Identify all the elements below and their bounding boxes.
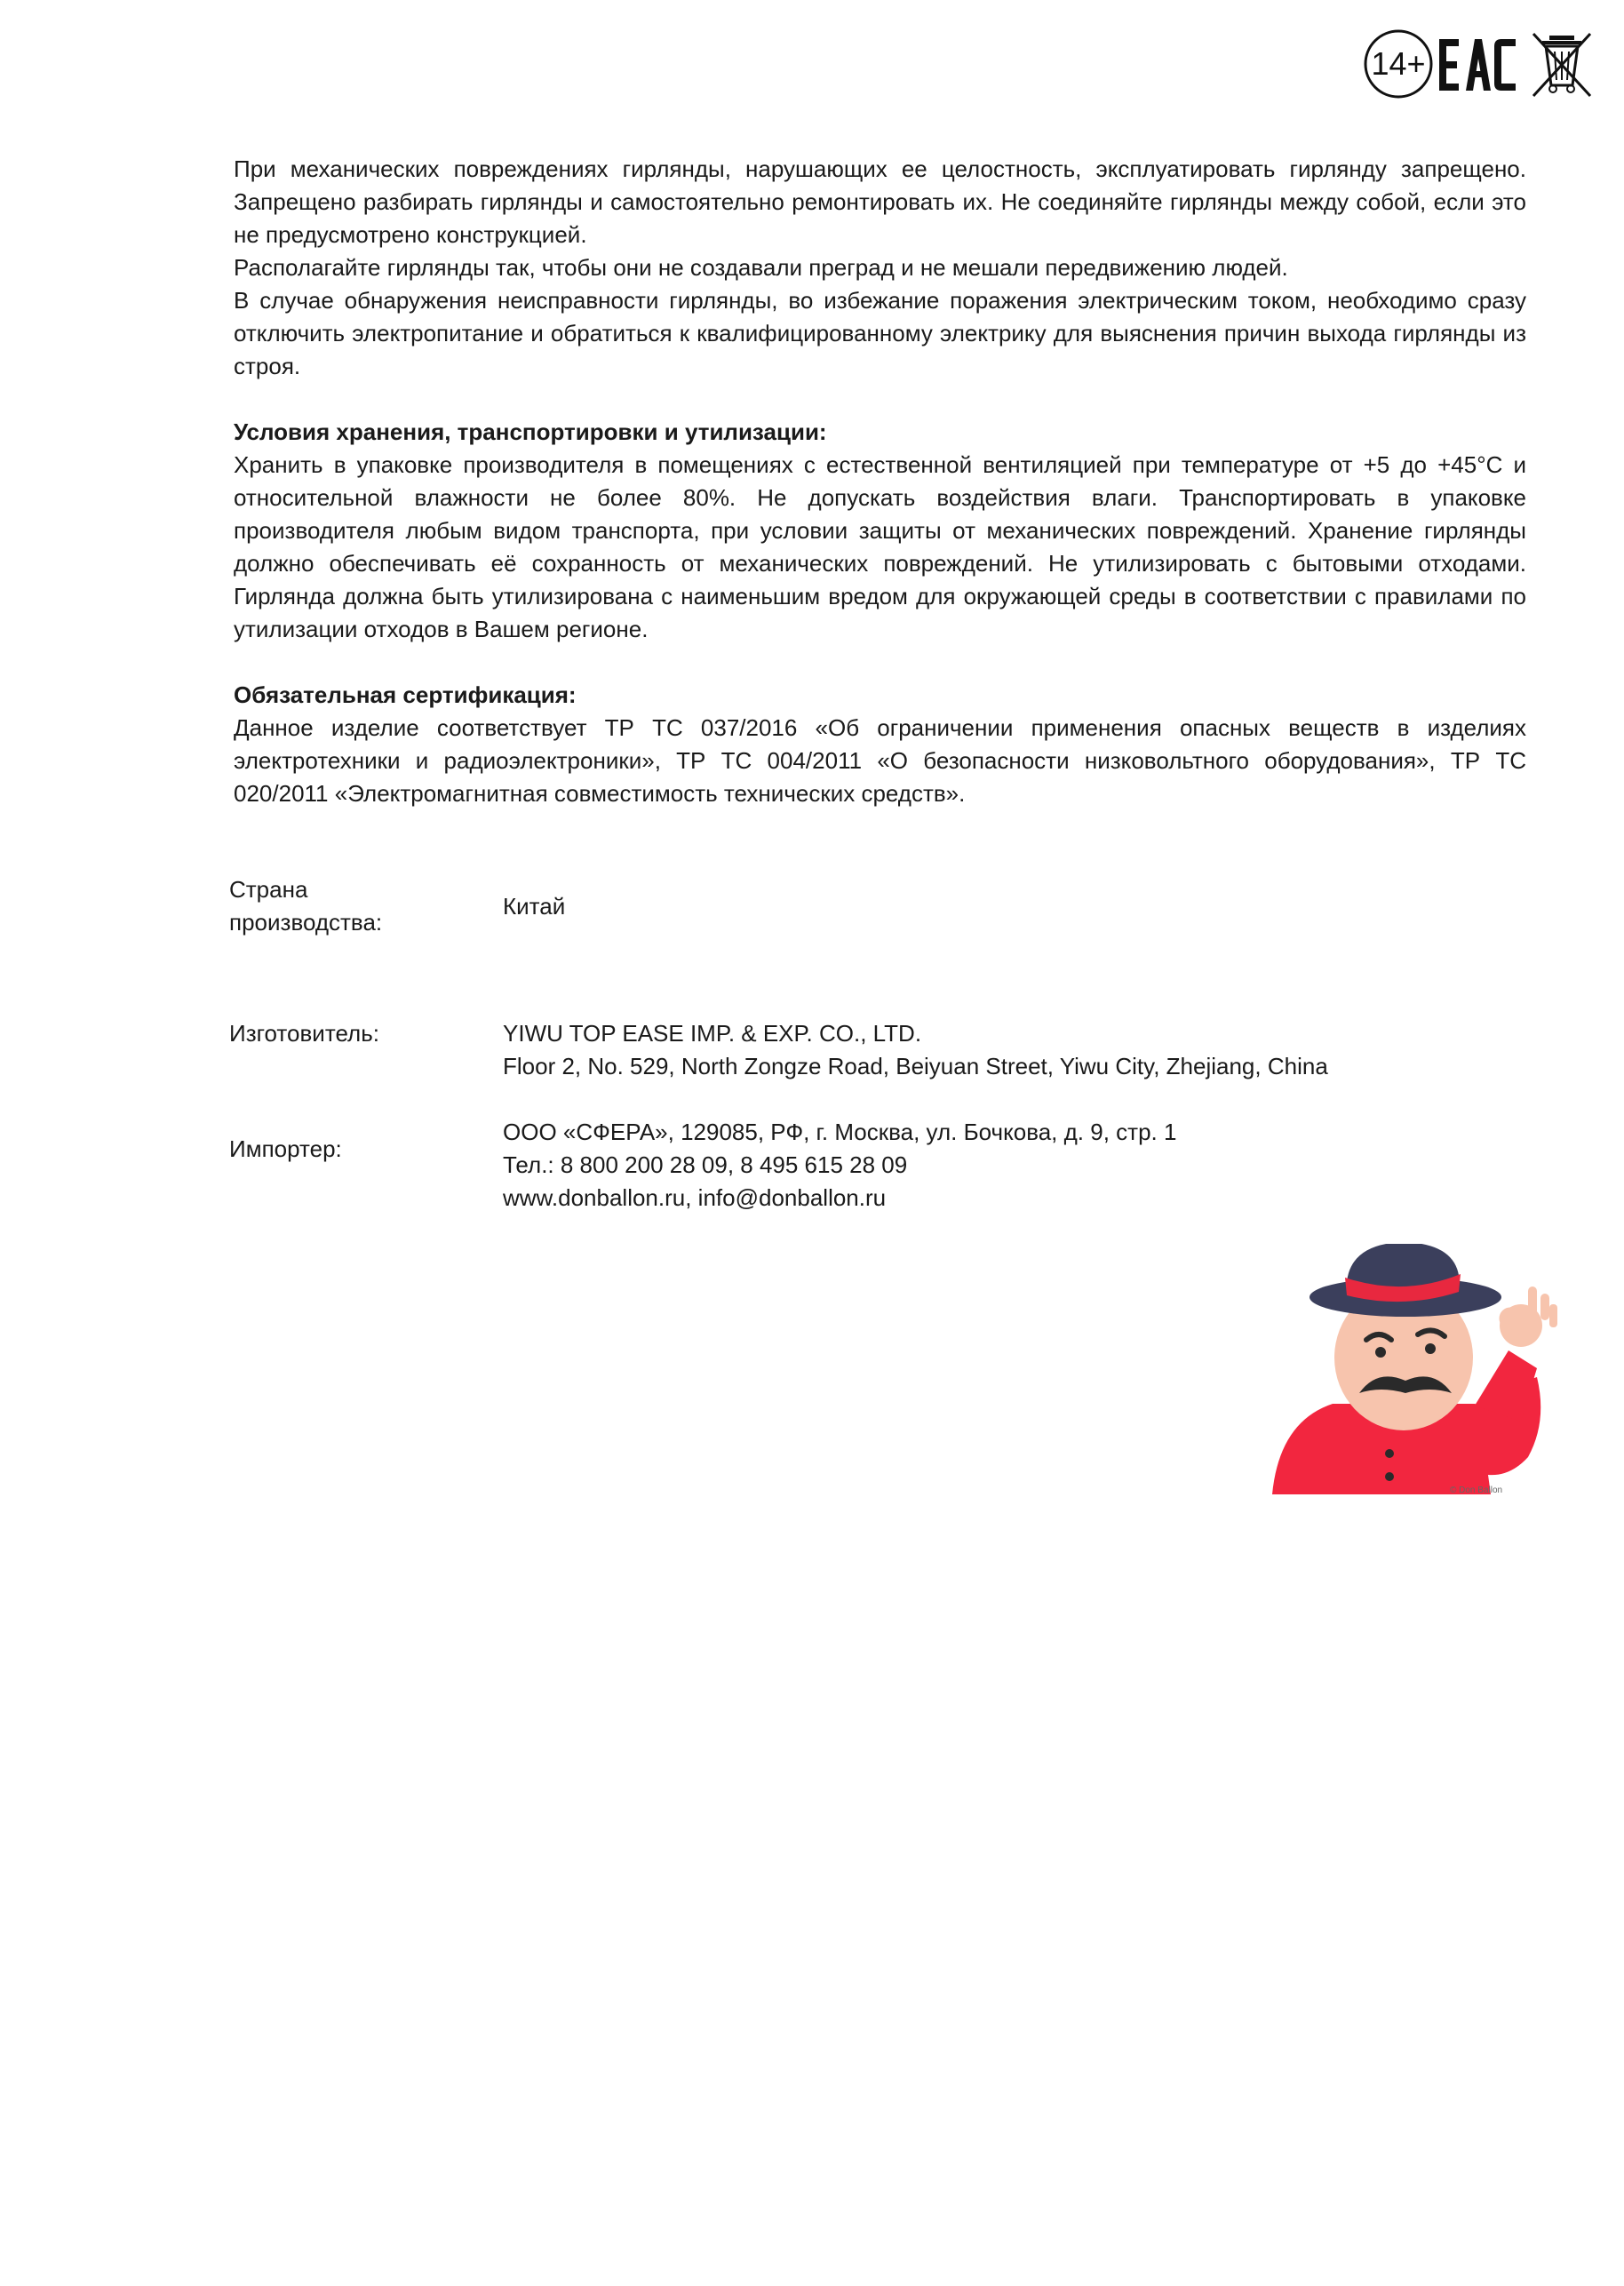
storage-section [234,416,1526,646]
importer-value [503,1116,1480,1215]
importer-label: Импортер: [229,1135,342,1162]
country-label [229,873,434,939]
header-marks [1363,27,1603,101]
importer-name: ООО «СФЕРА», 129085, РФ, г. Москва, ул. Бочкова, д. 9, стр. 1 [503,1119,1177,1145]
manufacturer-label: Изготовитель: [229,1020,379,1047]
certification-text: Данное изделие соответствует ТР ТС 037/2016 «Об ограничении применения опасных веществ в изделиях электротехники и радиоэлектроники», ТР ТС 004/2011 «О безопасности низковольтного оборудования», ТР ТС 020/2011 «Электромагнитная совместимость технических средств». [234,714,1526,807]
manufacturer-value [503,1017,1480,1083]
mascot-credit: © Don Ballon [1450,1486,1503,1495]
country-label-line-1: Страна [229,876,308,903]
safety-paragraph-3: В случае обнаружения неисправности гирлянды, во избежание поражения электрическим током, необходимо сразу отключить электропитание и обратиться к квалифицированному электрику для выяснения причин выхода гирлянды из строя. [234,287,1526,379]
age-rating-label: 14+ [1371,45,1426,82]
importer-phone: Тел.: 8 800 200 28 09, 8 495 615 28 09 [503,1151,908,1178]
importer-web: www.donballon.ru, info@donballon.ru [503,1184,887,1211]
eac-icon [1439,39,1516,91]
crossed-bin-icon [1530,30,1594,100]
storage-text: Хранить в упаковке производителя в помещениях с естественной вентиляцией при температуре от +5 до +45°С и относительной влажности не более 80%. Не допускать воздействия влаги. Транспортировать в упаковке производителя любым видом транспорта, при условии защиты от механических повреждений. Хранение гирлянды должно обеспечивать её сохранность от механических повреждений. Не утилизировать с бытовыми отходами. Гирлянда должна быть утилизирована с наименьшим вредом для окружающей среды в соответствии с правилами по утилизации отходов в Вашем регионе. [234,451,1526,642]
instructions-content [234,153,1526,810]
country-value: Китай [503,893,566,920]
certification-heading: Обязательная сертификация: [234,681,577,708]
mascot-illustration [1270,1244,1564,1501]
country-label-line-2: производства: [229,909,383,936]
manufacturer-name: YIWU TOP EASE IMP. & EXP. CO., LTD. [503,1020,922,1047]
manufacturer-address: Floor 2, No. 529, North Zongze Road, Beiyuan Street, Yiwu City, Zhejiang, China [503,1053,1328,1079]
safety-paragraph-2: Располагайте гирлянды так, чтобы они не создавали преград и не мешали передвижению людей. [234,254,1288,281]
safety-paragraph-1: При механических повреждениях гирлянды, нарушающих ее целостность, эксплуатировать гирлянду запрещено. Запрещено разбирать гирлянды и самостоятельно ремонтировать их. Не соединяйте гирлянды между собой, если это не предусмотрено конструкцией. [234,155,1526,248]
certification-section [234,679,1526,810]
storage-heading: Условия хранения, транспортировки и утилизации: [234,418,827,445]
